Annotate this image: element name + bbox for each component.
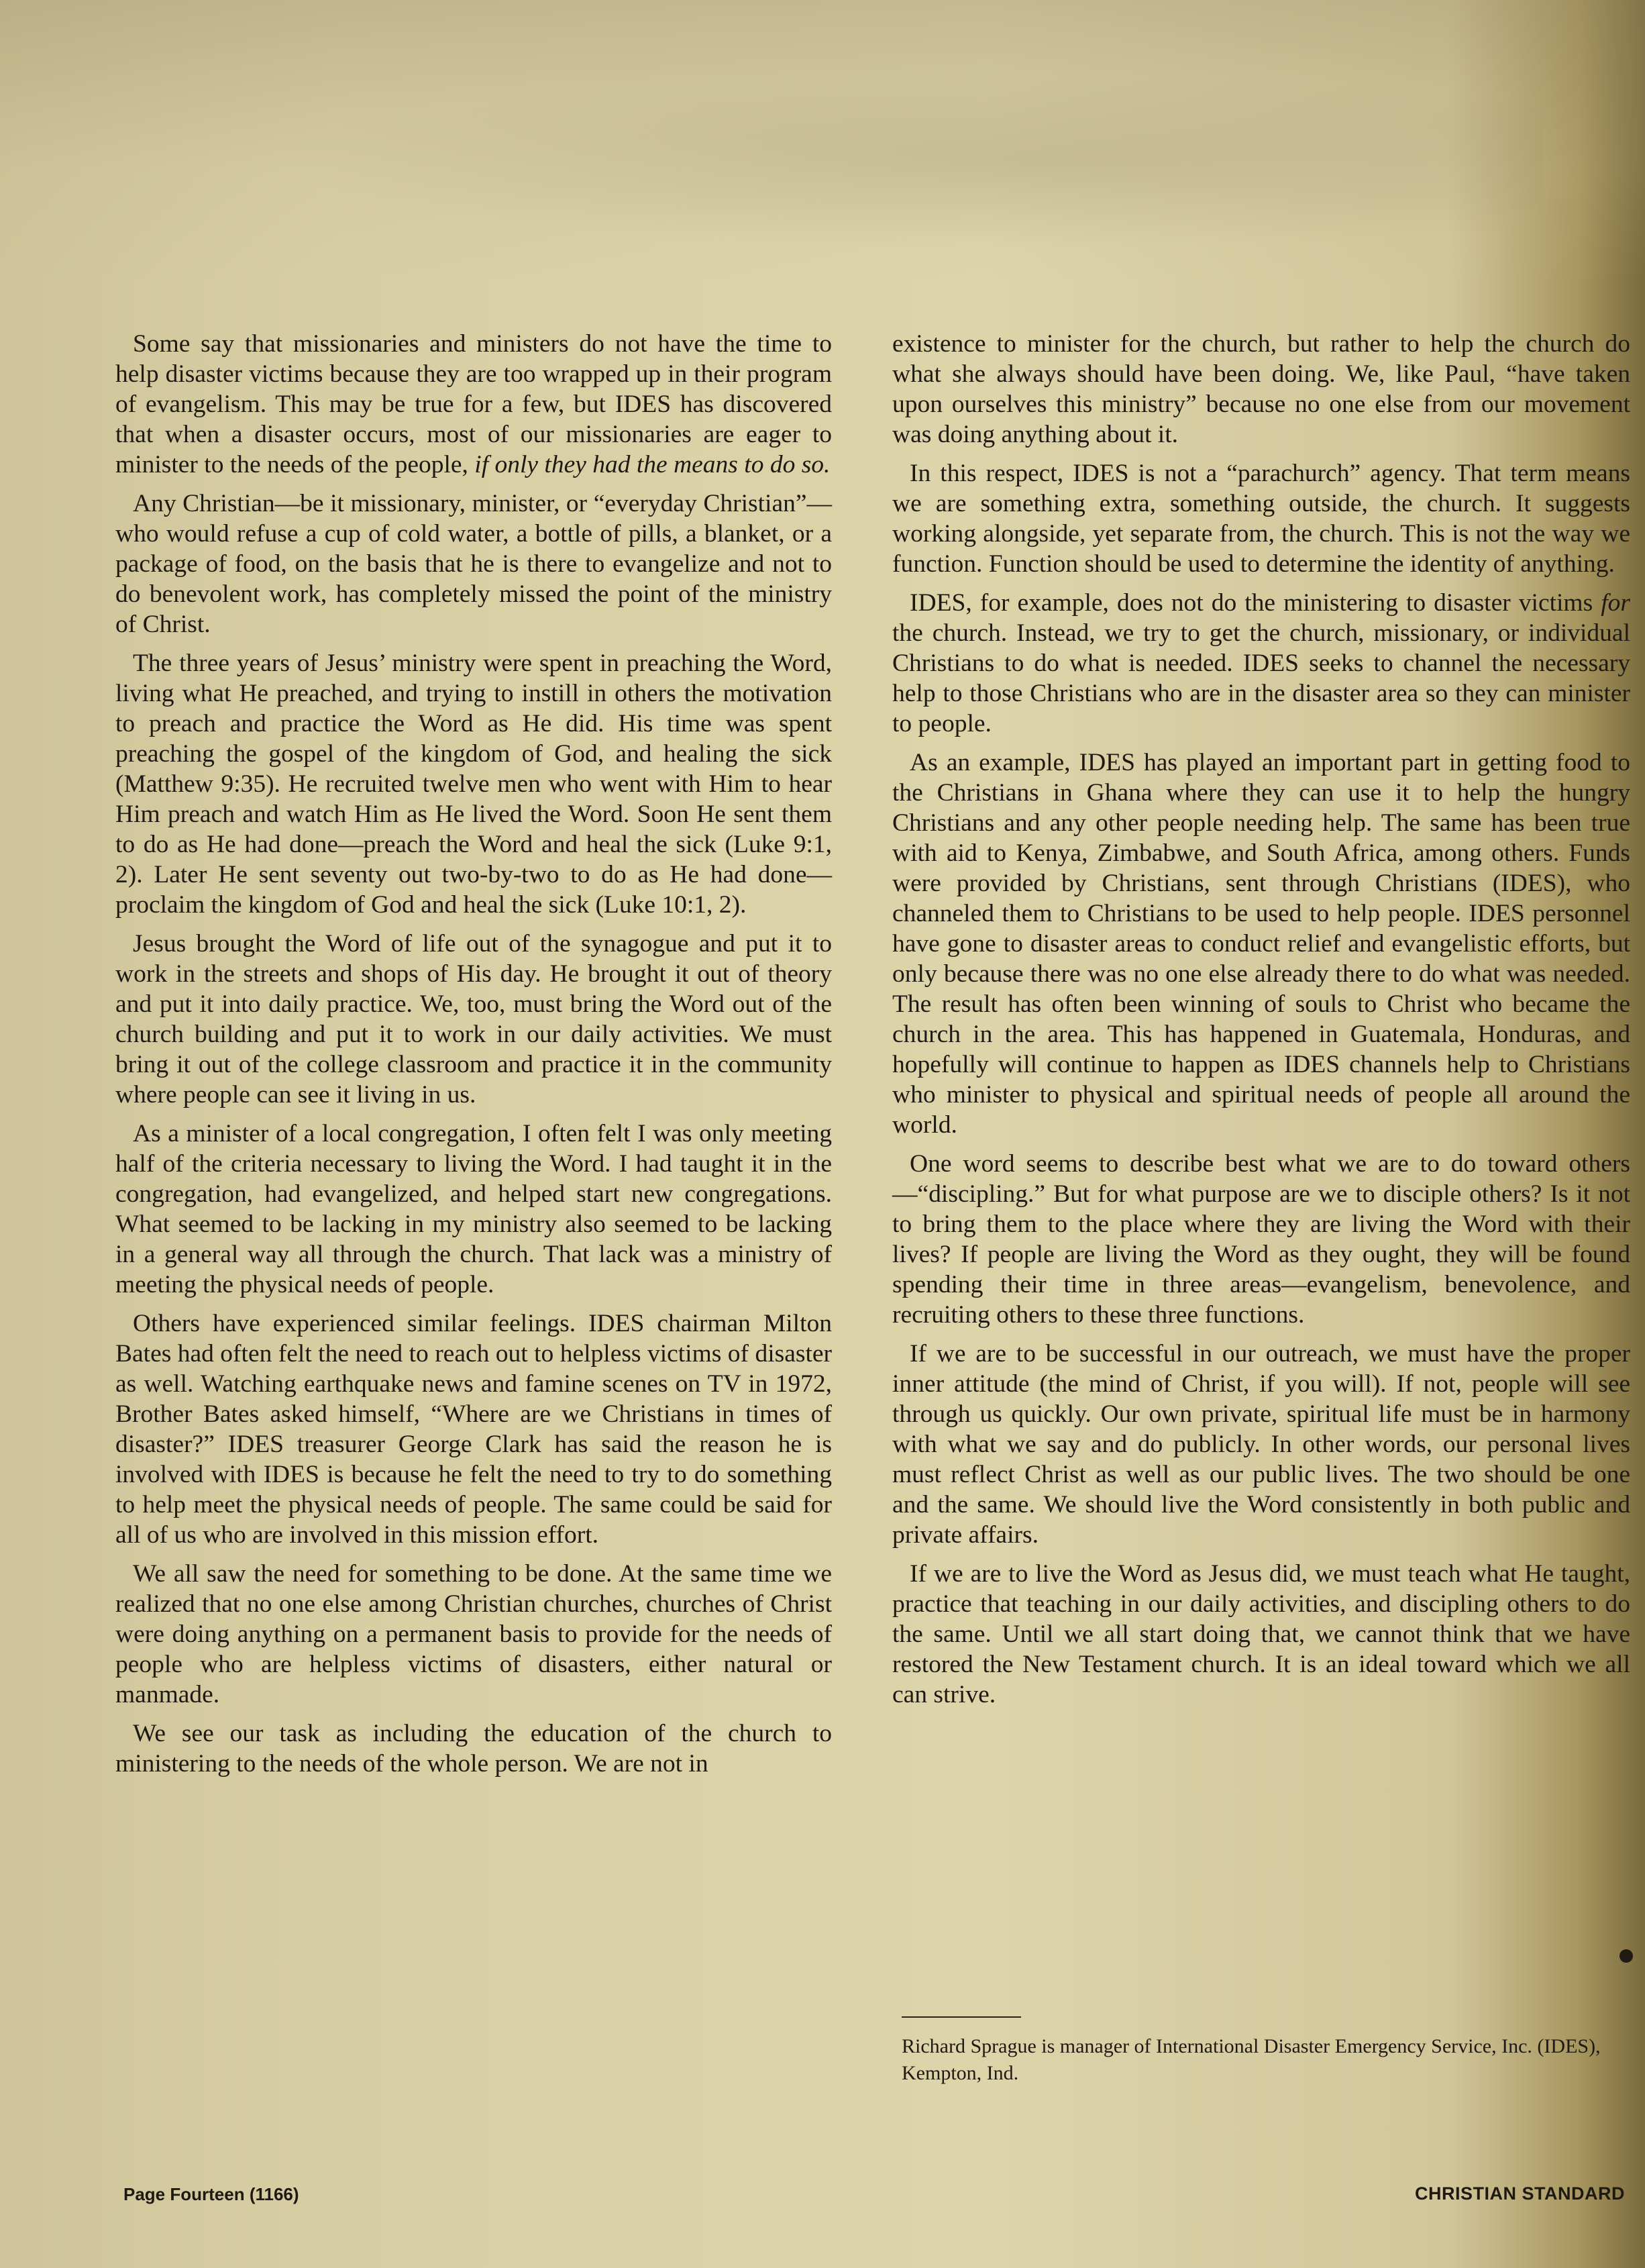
page-number: Page Fourteen (1166): [123, 2184, 299, 2204]
paragraph: Some say that missionaries and ministers do not have the time to help disaster victims because they are too wrapped up in their program of evangelism. This may be true for a few, but IDES has discovered that when a disaster occurs, most of our missionaries are eager to minister to the needs of the people, if only they had the means to do so.: [115, 330, 832, 478]
paragraph: One word seems to describe best what we are to do toward others—“discipling.” But for what purpose are we to disciple others? Is it not to bring them to the place where they are living the Word with their lives? If people are living the Word as they ought, they will be found spending their time in three areas—evangelism, benevolence, and recruiting others to these three functions.: [892, 1150, 1630, 1329]
paragraph: IDES, for example, does not do the ministering to disaster victims for the church. Instead, we try to get the church, missionary, or individual Christians to do what is needed. IDES seeks to channel the necessary help to those Christians who are in the disaster area so they can minister to people.: [892, 589, 1630, 737]
paragraph: As an example, IDES has played an important part in getting food to the Christians in Ghana where they can use it to help the hungry Christians and any other people needing help. The same has been true with aid to Kenya, Zimbabwe, and South Africa, among others. Funds were provided by Christians, sent through Christians (IDES), who channeled them to Christians to be used to help people. IDES personnel have gone to disaster areas to conduct relief and evangelistic efforts, but only because there was no one else already there to do what was needed. The result has often been winning of souls to Christ who became the church in the area. This has happened in Guatemala, Honduras, and hopefully will continue to happen as IDES channels help to Christians who minister to physical and spiritual needs of people all around the world.: [892, 749, 1630, 1139]
paragraph: existence to minister for the church, but rather to help the church do what she always should have been doing. We, like Paul, “have taken upon ourselves this ministry” because no one else from our movement was doing anything about it.: [892, 330, 1630, 448]
article-column-right: [892, 329, 1630, 1718]
paragraph: Any Christian—be it missionary, minister, or “everyday Christian”—who would refuse a cup of cold water, a bottle of pills, a blanket, or a package of food, on the basis that he is there to evangelize and not to do benevolent work, has completely missed the point of the ministry of Christ.: [115, 490, 832, 638]
paragraph: In this respect, IDES is not a “parachurch” agency. That term means we are something extra, something outside, the church. It suggests working alongside, yet separate from, the church. This is not the way we function. Function should be used to determine the identity of anything.: [892, 460, 1630, 578]
paragraph: We all saw the need for something to be done. At the same time we realized that no one else among Christian churches, churches of Christ were doing anything on a permanent basis to provide for the needs of people who are helpless victims of disasters, either natural or manmade.: [115, 1560, 832, 1708]
publication-name: CHRISTIAN STANDARD: [1415, 2183, 1625, 2204]
paragraph: If we are to live the Word as Jesus did, we must teach what He taught, practice that teaching in our daily activities, and discipling others to do the same. Until we all start doing that, we cannot think that we have restored the New Testament church. It is an ideal toward which we all can strive.: [892, 1560, 1630, 1708]
author-bio-text: Richard Sprague is manager of International Disaster Emergency Service, Inc. (IDES), Kempton, Ind.: [902, 2035, 1601, 2084]
emphasis-text: for: [1601, 589, 1630, 617]
paragraph: Jesus brought the Word of life out of the synagogue and put it to work in the streets and shops of His day. He brought it out of theory and put it into daily practice. We, too, must bring the Word out of the church building and put it to work in our daily activities. We must bring it out of the college classroom and practice it in the community where people can see it living in us.: [115, 930, 832, 1109]
article-column-left: [115, 329, 832, 1788]
paragraph: As a minister of a local congregation, I often felt I was only meeting half of the criteria necessary to living the Word. I had taught it in the congregation, had evangelized, and helped start new congregations. What seemed to be lacking in my ministry also seemed to be lacking in a general way all through the church. That lack was a ministry of meeting the physical needs of people.: [115, 1120, 832, 1298]
end-of-article-bullet-icon: [1620, 1949, 1633, 1963]
author-bio: [902, 2033, 1637, 2087]
paragraph: We see our task as including the education of the church to ministering to the needs of the whole person. We are not in: [115, 1720, 832, 1777]
faded-headline-showthrough: [268, 74, 1543, 248]
paragraph: Others have experienced similar feelings. IDES chairman Milton Bates had often felt the need to reach out to helpless victims of disaster as well. Watching earthquake news and famine scenes on TV in 1972, Brother Bates asked himself, “Where are we Christians in times of disaster?” IDES treasurer George Clark has said the reason he is involved with IDES is because he felt the need to try to do something to help meet the physical needs of people. The same could be said for all of us who are involved in this mission effort.: [115, 1310, 832, 1549]
bio-separator-rule: [902, 2016, 1021, 2018]
emphasis-text: if only they had the means to do so.: [474, 451, 831, 478]
paragraph: The three years of Jesus’ ministry were spent in preaching the Word, living what He preached, and trying to instill in others the motivation to preach and practice the Word as He did. His time was spent preaching the gospel of the kingdom of God, and healing the sick (Matthew 9:35). He recruited twelve men who went with Him to hear Him preach and watch Him as He lived the Word. Soon He sent them to do as He had done—preach the Word and heal the sick (Luke 9:1, 2). Later He sent seventy out two-by-two to do as He had done—proclaim the kingdom of God and heal the sick (Luke 10:1, 2).: [115, 650, 832, 919]
paragraph: If we are to be successful in our outreach, we must have the proper inner attitude (the mind of Christ, if you will). If not, people will see through us quickly. Our own private, spiritual life must be in harmony with what we say and do publicly. In other words, our personal lives must reflect Christ as well as our public lives. The two should be one and the same. We should live the Word consistently in both public and private affairs.: [892, 1340, 1630, 1549]
